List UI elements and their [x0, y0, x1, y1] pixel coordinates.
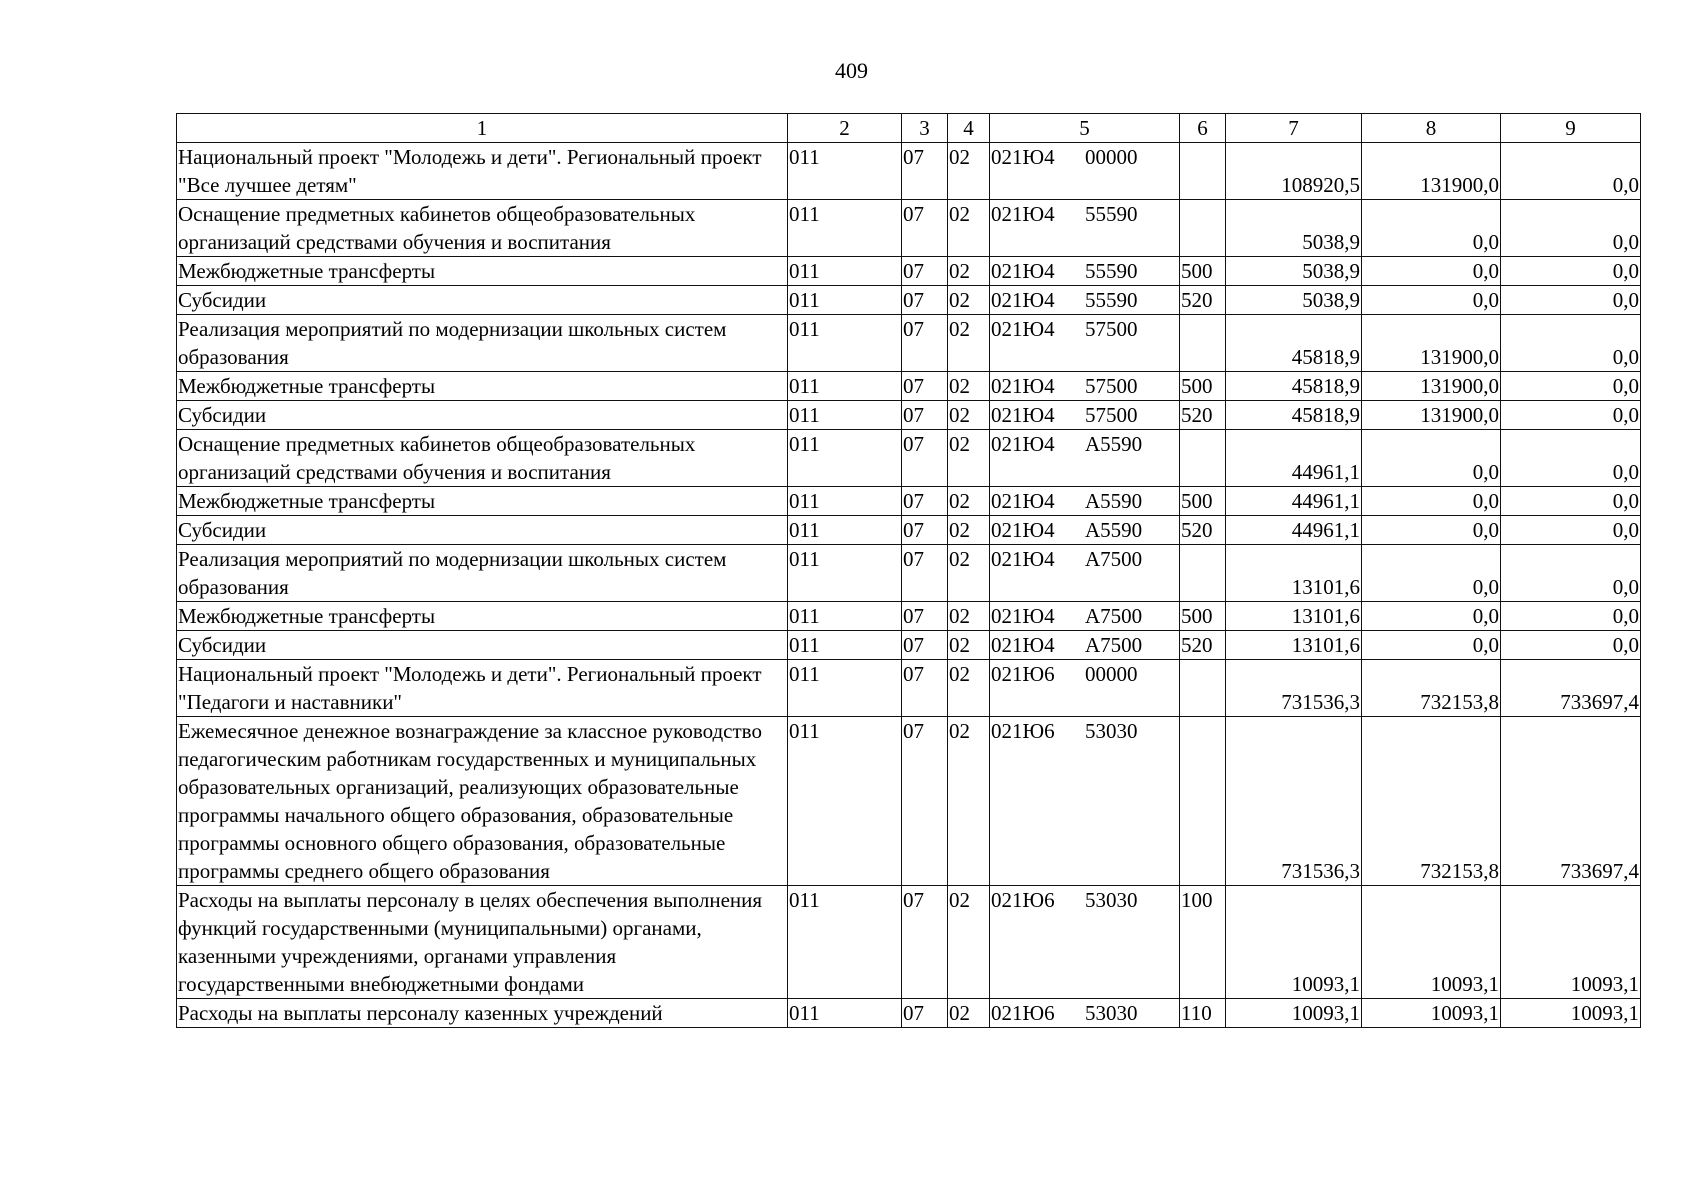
ministry-code-cell: 011	[788, 545, 902, 602]
target-article-direction: 00000	[1085, 662, 1138, 686]
section-code-cell: 07	[902, 430, 948, 487]
expense-name-cell: Расходы на выплаты персоналу в целях обеспечения выполнения функций государственными (муниципальными) органами, казенными учреждениями, органами управления государственными внебюджетными фондами	[177, 886, 788, 999]
amount-col7-cell: 13101,6	[1226, 602, 1362, 631]
target-article-program: 021Ю4	[991, 547, 1055, 571]
amount-col9-cell: 0,0	[1501, 286, 1641, 315]
amount-col7-cell: 731536,3	[1226, 717, 1362, 886]
expense-type-cell	[1180, 660, 1226, 717]
section-code-cell: 07	[902, 660, 948, 717]
column-header-7: 7	[1226, 114, 1362, 143]
ministry-code-cell: 011	[788, 516, 902, 545]
expense-name-cell: Субсидии	[177, 631, 788, 660]
target-article-direction: А7500	[1085, 604, 1143, 628]
section-code-cell: 07	[902, 631, 948, 660]
subsection-code-cell: 02	[948, 516, 990, 545]
amount-col9-cell: 0,0	[1501, 200, 1641, 257]
ministry-code-cell: 011	[788, 999, 902, 1028]
target-article-code	[991, 886, 1178, 914]
table-row	[177, 315, 1641, 372]
ministry-code-cell: 011	[788, 430, 902, 487]
ministry-code-cell: 011	[788, 315, 902, 372]
amount-col9-cell: 0,0	[1501, 372, 1641, 401]
amount-col9-cell: 0,0	[1501, 631, 1641, 660]
expense-type-cell: 520	[1180, 516, 1226, 545]
ministry-code-cell: 011	[788, 401, 902, 430]
section-code-cell: 07	[902, 315, 948, 372]
table-row	[177, 143, 1641, 200]
ministry-code-cell: 011	[788, 143, 902, 200]
subsection-code-cell: 02	[948, 545, 990, 602]
amount-col7-cell: 5038,9	[1226, 257, 1362, 286]
column-header-2: 2	[788, 114, 902, 143]
target-article-code	[991, 372, 1178, 400]
ministry-code-cell: 011	[788, 257, 902, 286]
expense-name-cell: Расходы на выплаты персоналу казенных учреждений	[177, 999, 788, 1028]
amount-col9-cell: 0,0	[1501, 545, 1641, 602]
target-article-direction: 55590	[1085, 259, 1138, 283]
expense-name-cell: Национальный проект "Молодежь и дети". Региональный проект "Педагоги и наставники"	[177, 660, 788, 717]
amount-col7-cell: 10093,1	[1226, 999, 1362, 1028]
amount-col7-cell: 13101,6	[1226, 631, 1362, 660]
target-article-direction: А5590	[1085, 518, 1143, 542]
amount-col7-cell: 44961,1	[1226, 487, 1362, 516]
target-article-cell	[990, 143, 1180, 200]
section-code-cell: 07	[902, 886, 948, 999]
expense-type-cell	[1180, 315, 1226, 372]
target-article-cell	[990, 401, 1180, 430]
column-header-3: 3	[902, 114, 948, 143]
target-article-program: 021Ю4	[991, 288, 1055, 312]
target-article-cell	[990, 660, 1180, 717]
table-row	[177, 660, 1641, 717]
table-row	[177, 631, 1641, 660]
target-article-cell	[990, 286, 1180, 315]
target-article-program: 021Ю4	[991, 374, 1055, 398]
subsection-code-cell: 02	[948, 286, 990, 315]
subsection-code-cell: 02	[948, 631, 990, 660]
amount-col7-cell: 10093,1	[1226, 886, 1362, 999]
expense-name-cell: Межбюджетные трансферты	[177, 257, 788, 286]
amount-col9-cell: 0,0	[1501, 602, 1641, 631]
expense-name-cell: Национальный проект "Молодежь и дети". Региональный проект "Все лучшее детям"	[177, 143, 788, 200]
ministry-code-cell: 011	[788, 200, 902, 257]
expense-type-cell: 500	[1180, 372, 1226, 401]
target-article-direction: 55590	[1085, 202, 1138, 226]
target-article-direction: 53030	[1085, 1001, 1138, 1025]
table-row	[177, 372, 1641, 401]
target-article-cell	[990, 516, 1180, 545]
target-article-cell	[990, 602, 1180, 631]
column-header-8: 8	[1362, 114, 1501, 143]
target-article-program: 021Ю4	[991, 145, 1055, 169]
subsection-code-cell: 02	[948, 200, 990, 257]
target-article-code	[991, 602, 1178, 630]
table-row	[177, 286, 1641, 315]
amount-col8-cell: 10093,1	[1362, 999, 1501, 1028]
section-code-cell: 07	[902, 372, 948, 401]
header-row	[177, 114, 1641, 143]
subsection-code-cell: 02	[948, 660, 990, 717]
table-body	[177, 143, 1641, 1028]
target-article-code	[991, 430, 1178, 458]
amount-col7-cell: 45818,9	[1226, 372, 1362, 401]
subsection-code-cell: 02	[948, 487, 990, 516]
amount-col8-cell: 10093,1	[1362, 886, 1501, 999]
expense-type-cell	[1180, 545, 1226, 602]
section-code-cell: 07	[902, 286, 948, 315]
target-article-direction: 53030	[1085, 719, 1138, 743]
target-article-direction: А5590	[1085, 432, 1143, 456]
section-code-cell: 07	[902, 143, 948, 200]
target-article-direction: А7500	[1085, 633, 1143, 657]
amount-col9-cell: 0,0	[1501, 487, 1641, 516]
subsection-code-cell: 02	[948, 602, 990, 631]
table-row	[177, 200, 1641, 257]
target-article-cell	[990, 200, 1180, 257]
ministry-code-cell: 011	[788, 886, 902, 999]
amount-col8-cell: 131900,0	[1362, 401, 1501, 430]
amount-col8-cell: 0,0	[1362, 200, 1501, 257]
amount-col8-cell: 0,0	[1362, 487, 1501, 516]
subsection-code-cell: 02	[948, 401, 990, 430]
amount-col7-cell: 44961,1	[1226, 430, 1362, 487]
amount-col9-cell: 733697,4	[1501, 717, 1641, 886]
expense-name-cell: Субсидии	[177, 516, 788, 545]
expense-type-cell: 100	[1180, 886, 1226, 999]
expense-name-cell: Оснащение предметных кабинетов общеобразовательных организаций средствами обучения и воспитания	[177, 430, 788, 487]
table-row	[177, 886, 1641, 999]
target-article-program: 021Ю4	[991, 317, 1055, 341]
target-article-program: 021Ю4	[991, 403, 1055, 427]
amount-col8-cell: 732153,8	[1362, 717, 1501, 886]
amount-col7-cell: 44961,1	[1226, 516, 1362, 545]
expense-name-cell: Ежемесячное денежное вознаграждение за классное руководство педагогическим работникам государственных и муниципальных образовательных организаций, реализующих образовательные программы начального общего образования, образовательные программы основного общего образования, образовательные программы среднего общего образования	[177, 717, 788, 886]
target-article-cell	[990, 257, 1180, 286]
target-article-code	[991, 717, 1178, 745]
subsection-code-cell: 02	[948, 999, 990, 1028]
amount-col8-cell: 131900,0	[1362, 315, 1501, 372]
target-article-program: 021Ю6	[991, 1001, 1055, 1025]
target-article-cell	[990, 886, 1180, 999]
ministry-code-cell: 011	[788, 631, 902, 660]
section-code-cell: 07	[902, 999, 948, 1028]
column-header-6: 6	[1180, 114, 1226, 143]
ministry-code-cell: 011	[788, 717, 902, 886]
amount-col8-cell: 0,0	[1362, 602, 1501, 631]
subsection-code-cell: 02	[948, 257, 990, 286]
target-article-cell	[990, 999, 1180, 1028]
ministry-code-cell: 011	[788, 602, 902, 631]
amount-col9-cell: 0,0	[1501, 401, 1641, 430]
subsection-code-cell: 02	[948, 886, 990, 999]
expense-name-cell: Реализация мероприятий по модернизации школьных систем образования	[177, 315, 788, 372]
expense-type-cell: 500	[1180, 602, 1226, 631]
target-article-cell	[990, 545, 1180, 602]
amount-col9-cell: 733697,4	[1501, 660, 1641, 717]
expense-type-cell	[1180, 430, 1226, 487]
amount-col7-cell: 731536,3	[1226, 660, 1362, 717]
target-article-direction: 57500	[1085, 317, 1138, 341]
expense-type-cell: 520	[1180, 286, 1226, 315]
expense-name-cell: Межбюджетные трансферты	[177, 372, 788, 401]
target-article-program: 021Ю6	[991, 719, 1055, 743]
expense-type-cell: 500	[1180, 487, 1226, 516]
ministry-code-cell: 011	[788, 487, 902, 516]
amount-col8-cell: 0,0	[1362, 516, 1501, 545]
target-article-code	[991, 257, 1178, 285]
ministry-code-cell: 011	[788, 660, 902, 717]
target-article-cell	[990, 315, 1180, 372]
amount-col8-cell: 0,0	[1362, 545, 1501, 602]
amount-col9-cell: 10093,1	[1501, 999, 1641, 1028]
target-article-direction: А7500	[1085, 547, 1143, 571]
target-article-direction: 53030	[1085, 888, 1138, 912]
column-header-1: 1	[177, 114, 788, 143]
section-code-cell: 07	[902, 717, 948, 886]
amount-col9-cell: 0,0	[1501, 315, 1641, 372]
target-article-code	[991, 660, 1178, 688]
target-article-code	[991, 545, 1178, 573]
table-row	[177, 717, 1641, 886]
target-article-cell	[990, 372, 1180, 401]
page-number: 409	[835, 58, 868, 83]
target-article-direction: 55590	[1085, 288, 1138, 312]
target-article-direction: 57500	[1085, 374, 1138, 398]
table-row	[177, 401, 1641, 430]
expense-name-cell: Оснащение предметных кабинетов общеобразовательных организаций средствами обучения и воспитания	[177, 200, 788, 257]
subsection-code-cell: 02	[948, 430, 990, 487]
subsection-code-cell: 02	[948, 315, 990, 372]
section-code-cell: 07	[902, 257, 948, 286]
expense-type-cell	[1180, 717, 1226, 886]
target-article-program: 021Ю4	[991, 604, 1055, 628]
amount-col7-cell: 5038,9	[1226, 200, 1362, 257]
amount-col9-cell: 0,0	[1501, 516, 1641, 545]
section-code-cell: 07	[902, 200, 948, 257]
table-row	[177, 430, 1641, 487]
column-header-5: 5	[990, 114, 1180, 143]
target-article-program: 021Ю4	[991, 432, 1055, 456]
expense-name-cell: Межбюджетные трансферты	[177, 602, 788, 631]
amount-col7-cell: 13101,6	[1226, 545, 1362, 602]
expense-type-cell: 520	[1180, 631, 1226, 660]
expense-type-cell: 520	[1180, 401, 1226, 430]
amount-col9-cell: 0,0	[1501, 143, 1641, 200]
target-article-code	[991, 631, 1178, 659]
amount-col8-cell: 0,0	[1362, 631, 1501, 660]
section-code-cell: 07	[902, 401, 948, 430]
subsection-code-cell: 02	[948, 143, 990, 200]
target-article-program: 021Ю6	[991, 888, 1055, 912]
amount-col7-cell: 45818,9	[1226, 401, 1362, 430]
target-article-direction: А5590	[1085, 489, 1143, 513]
target-article-cell	[990, 487, 1180, 516]
target-article-program: 021Ю4	[991, 202, 1055, 226]
expense-name-cell: Субсидии	[177, 401, 788, 430]
amount-col9-cell: 0,0	[1501, 430, 1641, 487]
subsection-code-cell: 02	[948, 372, 990, 401]
expense-name-cell: Межбюджетные трансферты	[177, 487, 788, 516]
expense-type-cell	[1180, 143, 1226, 200]
target-article-code	[991, 286, 1178, 314]
table-row	[177, 487, 1641, 516]
target-article-cell	[990, 717, 1180, 886]
column-header-4: 4	[948, 114, 990, 143]
target-article-code	[991, 200, 1178, 228]
amount-col8-cell: 131900,0	[1362, 143, 1501, 200]
ministry-code-cell: 011	[788, 286, 902, 315]
section-code-cell: 07	[902, 545, 948, 602]
expense-type-cell: 110	[1180, 999, 1226, 1028]
amount-col8-cell: 131900,0	[1362, 372, 1501, 401]
subsection-code-cell: 02	[948, 717, 990, 886]
section-code-cell: 07	[902, 602, 948, 631]
target-article-program: 021Ю6	[991, 662, 1055, 686]
target-article-program: 021Ю4	[991, 489, 1055, 513]
target-article-program: 021Ю4	[991, 259, 1055, 283]
target-article-cell	[990, 631, 1180, 660]
amount-col8-cell: 732153,8	[1362, 660, 1501, 717]
table-row	[177, 602, 1641, 631]
target-article-code	[991, 516, 1178, 544]
target-article-code	[991, 315, 1178, 343]
amount-col8-cell: 0,0	[1362, 430, 1501, 487]
table-row	[177, 516, 1641, 545]
budget-table	[176, 113, 1641, 1028]
expense-name-cell: Реализация мероприятий по модернизации школьных систем образования	[177, 545, 788, 602]
target-article-code	[991, 487, 1178, 515]
amount-col8-cell: 0,0	[1362, 286, 1501, 315]
amount-col7-cell: 5038,9	[1226, 286, 1362, 315]
amount-col8-cell: 0,0	[1362, 257, 1501, 286]
target-article-code	[991, 143, 1178, 171]
table-row	[177, 999, 1641, 1028]
amount-col9-cell: 0,0	[1501, 257, 1641, 286]
column-header-9: 9	[1501, 114, 1641, 143]
target-article-cell	[990, 430, 1180, 487]
expense-type-cell	[1180, 200, 1226, 257]
amount-col7-cell: 45818,9	[1226, 315, 1362, 372]
target-article-program: 021Ю4	[991, 518, 1055, 542]
target-article-code	[991, 999, 1178, 1027]
amount-col7-cell: 108920,5	[1226, 143, 1362, 200]
table-header	[177, 114, 1641, 143]
target-article-direction: 57500	[1085, 403, 1138, 427]
target-article-code	[991, 401, 1178, 429]
target-article-program: 021Ю4	[991, 633, 1055, 657]
amount-col9-cell: 10093,1	[1501, 886, 1641, 999]
ministry-code-cell: 011	[788, 372, 902, 401]
section-code-cell: 07	[902, 487, 948, 516]
expense-type-cell: 500	[1180, 257, 1226, 286]
table-row	[177, 545, 1641, 602]
target-article-direction: 00000	[1085, 145, 1138, 169]
section-code-cell: 07	[902, 516, 948, 545]
expense-name-cell: Субсидии	[177, 286, 788, 315]
table-row	[177, 257, 1641, 286]
